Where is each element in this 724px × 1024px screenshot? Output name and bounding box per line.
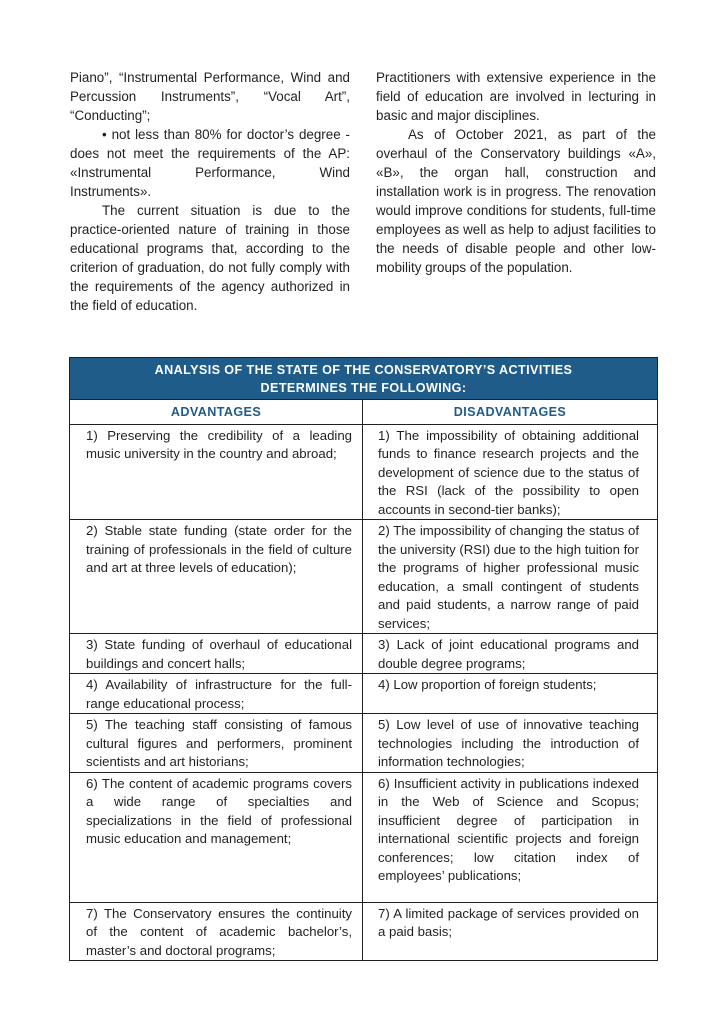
table-row — [70, 674, 658, 714]
disadvantage-cell: 6) Insufficient activity in publications indexed in the Web of Science and Scopus; insufficient degree of participation in international scientific projects and foreign conferences; low citation index of employees’ publications; — [363, 772, 658, 902]
table-row — [70, 634, 658, 674]
advantage-cell: 5) The teaching staff consisting of famous cultural figures and performers, prominent scientists and art historians; — [70, 714, 363, 773]
analysis-table — [69, 357, 658, 961]
left-text-column — [70, 68, 350, 315]
table-row — [70, 714, 658, 773]
disadvantage-cell: 2) The impossibility of changing the status of the university (RSI) due to the high tuition for the programs of higher professional music education, a small contingent of students and paid students, a narrow range of paid services; — [363, 520, 658, 634]
disadvantage-cell: 3) Lack of joint educational programs and double degree programs; — [363, 634, 658, 674]
disadvantage-cell: 1) The impossibility of obtaining additional funds to finance research projects and the development of science due to the status of the RSI (lack of the possibility to open accounts in second-tier banks); — [363, 424, 658, 520]
paragraph: As of October 2021, as part of the overhaul of the Conservatory buildings «A», «B», the organ hall, construction and installation work is in progress. The renovation would improve conditions for students, full-time employees as well as help to adjust facilities to the needs of disable people and other low-mobility groups of the population. — [376, 127, 656, 275]
column-header-disadvantages: DISADVANTAGES — [363, 400, 658, 425]
table-row — [70, 520, 658, 634]
advantage-cell: 4) Availability of infrastructure for the full-range educational process; — [70, 674, 363, 714]
advantage-cell: 1) Preserving the credibility of a leading music university in the country and abroad; — [70, 424, 363, 520]
advantage-cell: 2) Stable state funding (state order for the training of professionals in the field of culture and art at three levels of education); — [70, 520, 363, 634]
advantage-cell: 3) State funding of overhaul of educational buildings and concert halls; — [70, 634, 363, 674]
disadvantage-cell: 5) Low level of use of innovative teaching technologies including the introduction of information technologies; — [363, 714, 658, 773]
table-row — [70, 424, 658, 520]
table-title-line: DETERMINES THE FOLLOWING: — [260, 381, 467, 395]
disadvantage-cell: 7) A limited package of services provided on a paid basis; — [363, 902, 658, 961]
paragraph: • not less than 80% for doctor’s degree - does not meet the requirements of the AP: «Instrumental Performance, Wind Instruments». — [70, 127, 350, 199]
column-header-advantages: ADVANTAGES — [70, 400, 363, 425]
right-text-column — [376, 68, 656, 277]
table-title-line: ANALYSIS OF THE STATE OF THE CONSERVATORY’S ACTIVITIES — [154, 363, 573, 377]
table-row — [70, 772, 658, 902]
advantage-cell: 7) The Conservatory ensures the continuity of the content of academic bachelor’s, master’s and doctoral programs; — [70, 902, 363, 961]
table-row — [70, 902, 658, 961]
paragraph: Piano”, “Instrumental Performance, Wind and Percussion Instruments”, “Vocal Art”, “Conducting”; — [70, 70, 350, 123]
paragraph: Practitioners with extensive experience in the field of education are involved in lecturing in basic and major disciplines. — [376, 70, 656, 123]
paragraph: The current situation is due to the practice-oriented nature of training in those educational programs that, according to the criterion of graduation, do not fully comply with the requirements of the agency authorized in the field of education. — [70, 203, 350, 313]
disadvantage-cell: 4) Low proportion of foreign students; — [363, 674, 658, 714]
advantage-cell: 6) The content of academic programs covers a wide range of specialties and specializations in the field of professional music education and management; — [70, 772, 363, 902]
table-title — [70, 358, 658, 400]
